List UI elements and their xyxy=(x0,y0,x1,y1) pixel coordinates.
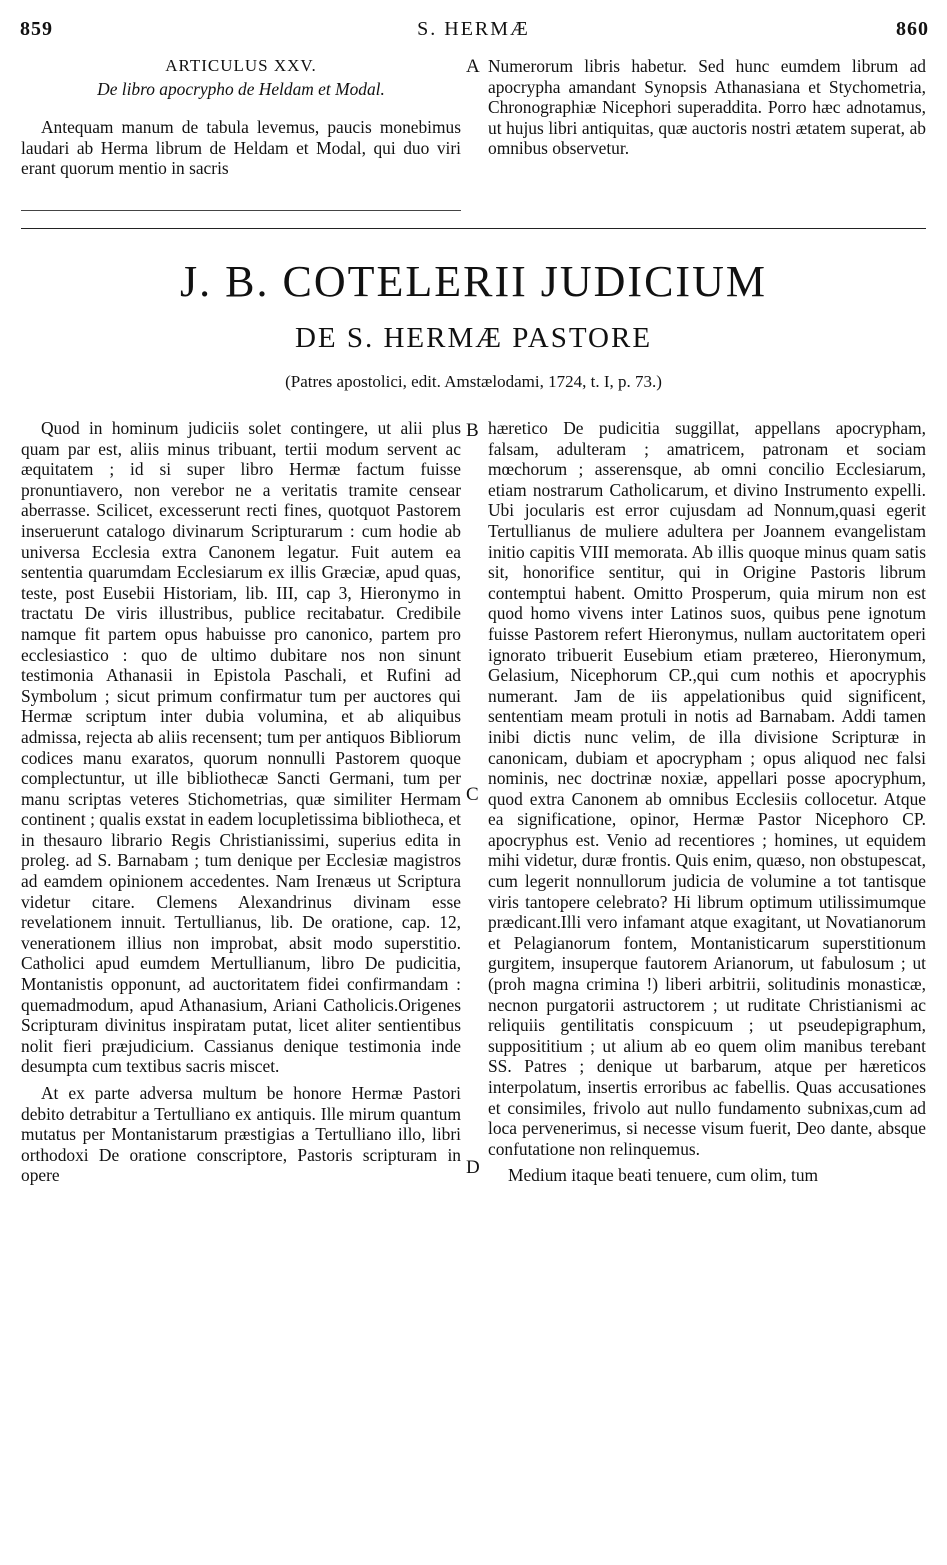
short-divider xyxy=(21,210,461,211)
article-left-column xyxy=(21,56,461,179)
margin-marker-c: C xyxy=(466,784,479,805)
main-right-column xyxy=(488,418,926,1186)
margin-marker-b: B xyxy=(466,420,479,441)
page-number-left: 859 xyxy=(20,18,53,40)
main-left-column xyxy=(21,418,461,1186)
margin-marker-d: D xyxy=(466,1157,480,1178)
main-left-paragraph-1: Quod in hominum judiciis solet contingere, ut alii plus quam par est, aliis minus tribuant, tertii modum servent ac æquitatem ; id si super libro Hermæ factum fuisse pronuntiavero, non verebor ne a veritatis tramite censear aberrasse. Scilicet, excesserunt recti fines, quotquot Pastorem inseruerunt catalogo divinarum Scripturarum : cum hodie ab universa Ecclesia extra Canonem legatur. Fuit autem ea sententia quarumdam Ecclesiarum ex illis Græciæ, apud quas, teste, post Eusebii Historiam, lib. III, cap 3, Hieronymo in tractatu De viris illustribus, publice recitabatur. Credibile namque fit partem opus habuisse pro canonico, partem pro ecclesiastico : quo de ultimo dubitare nos non sinunt testimonia Athanasii in Epistola Paschali, et Rufini ad Symbolum ; sicut primum confirmatur tum per auctores qui Hermæ scriptum inter dubia volumina, et ab aliquibus admissa, rejecta ab aliis recensent; tum per antiquos Bibliorum codices manu exaratos, quorum nonnulli Pastorem quoque complectuntur, ut ille bibliothecæ Sancti Germani, tum per manu scriptas veteres Stichometrias, quæ similiter Hermam continent ; qualis exstat in eadem locupletissima bibliotheca, et in thesauro librario Regis Christianissimi, superius edita in proleg. ad S. Barnabam ; tum denique per Ecclesiæ magistros ad eamdem opinionem accedentes. Nam Irenæus ut Scriptura videtur citare. Clemens Alexandrinus divinam esse revelationem innuit. Tertullianus, lib. De oratione, cap. 12, venerationem illius non improbat, absit modo superstitio. Catholici apud eumdem Mertullianum, libro De pudicitia, Montanistis opponunt, ad auctoritatem fidei confirmandam : quemadmodum, apud Athanasium, Ariani Catholicis.Origenes Scripturam divinitus inspiratam putat, licet aliter sentientibus nolit fieri præjudicium. Cassianus denique testimonia inde desumpta cum textibus sacris miscet. xyxy=(21,418,461,1077)
page-number-right: 860 xyxy=(896,18,929,40)
main-left-paragraph-2: At ex parte adversa multum be honore Hermæ Pastori debito detrabitur a Tertulliano ex antiquis. Ille mirum quantum mutatus per Montanistarum præstigias a Tertulliano illo, libri orthodoxi De oratione conscriptore, Pastoris scripturam in opere xyxy=(21,1083,461,1186)
section-divider xyxy=(21,228,926,229)
main-title: J. B. COTELERII JUDICIUM xyxy=(180,257,767,306)
margin-marker-a: A xyxy=(466,56,480,77)
article-left-text: Antequam manum de tabula levemus, paucis monebimus laudari ab Herma librum de Heldam et Modal, qui duo viri erant quorum mentio in sacris xyxy=(21,117,461,179)
article-right-column xyxy=(488,56,926,159)
running-title: S. HERMÆ xyxy=(417,18,530,40)
main-reference: (Patres apostolici, edit. Amstælodami, 1724, t. I, p. 73.) xyxy=(285,372,662,391)
main-right-paragraph-2: Medium itaque beati tenuere, cum olim, tum xyxy=(508,1165,819,1186)
main-right-paragraph-1: hæretico De pudicitia suggillat, appellans apocrypham, falsam, adulteram ; amatricem, patronam et sociam mœchorum ; asserensque, ab omni concilio Ecclesiarum, etiam nostrarum Catholicarum, et divino Instrumento expelli. Ubi jocularis est error cujusdam ad Nonnum,quasi egerit Tertullianus de muliere adultera per Joannem evangelistam initio capitis VIII memorata. Ab illis quoque minus quam satis sit, honorifice sentitur, qui in Origine Pastoris librum contemptui habent. Omitto Prosperum, quia mirum non est quod homo vivens inter Latinos suos, quibus pene ignotum fuisse Pastorem refert Hieronymus, nullam auctoritatem operi ignorato tribuerit Eusebium etiam prætereo, Hieronymum, Gelasium, Nicephorum CP.,qui cum nothis et apocryphis numerant. Jam de iis appelationibus quid significent, sententiam meam protuli in notis ad Barnabam. Addi tamen inibi dictis nunc velim, de illa divisione Scripturæ in canonicam, dubiam et apocrypham ; opus aliquod nec falsi nominis, nec doctrinæ noxiæ, appellari posse apocryphum, quod extra Canonem ab omnibus Ecclesiis collocetur. Atque ea significatione, opinor, Hermæ Pastor Nicephoro CP. apocryphus est. Venio ad recentiores ; homines, ut equidem mihi videtur, duræ frontis. Quis enim, quæso, non obstupescat, cum legerit nonnullorum judicia de volumine a tot tantisque viris tantopere celebrato? Hi librum optimum utilissimumque prædicant.Illi vero infamant atque exagitant, ut Novatianorum et Pelagianorum fontem, Montanisticarum superstitionum gurgitem, insuperque fautorem Arianorum, ut fabulosum ; ut (proh magna crimina !) liberi arbitrii, solitudinis monasticæ, necnon purgatorii astructorem ; ut ruditate Christianismi ac reliquiis gentilitatis conspicuum ; ut pseudepigraphum, supposititium ; ut alium ab eo quem olim manibus terebant SS. Patres ; denique ut barbarum, atque per hæreticos interpolatum, insertis erroribus ac fabellis. Quas accusationes et consimiles, frivolo aut nullo fundamento subnixas,cum ad loca pervenerimus, si necesse visum fuerit, Deo dante, absque confutatione non relinquemus. xyxy=(488,418,926,1159)
article-subtitle: De libro apocrypho de Heldam et Modal. xyxy=(97,78,385,99)
article-title: ARTICULUS XXV. xyxy=(165,56,317,75)
article-right-text: Numerorum libris habetur. Sed hunc eumdem librum ad apocrypha amandant Synopsis Athanasiana et Stychometria, Chronographiæ Nicephori superaddita. Porro hæc adnotamus, ut hujus libri antiquitas, quæ auctoris nostri ætatem superat, ab omnibus observetur. xyxy=(488,56,926,159)
main-subtitle: DE S. HERMÆ PASTORE xyxy=(294,322,653,354)
